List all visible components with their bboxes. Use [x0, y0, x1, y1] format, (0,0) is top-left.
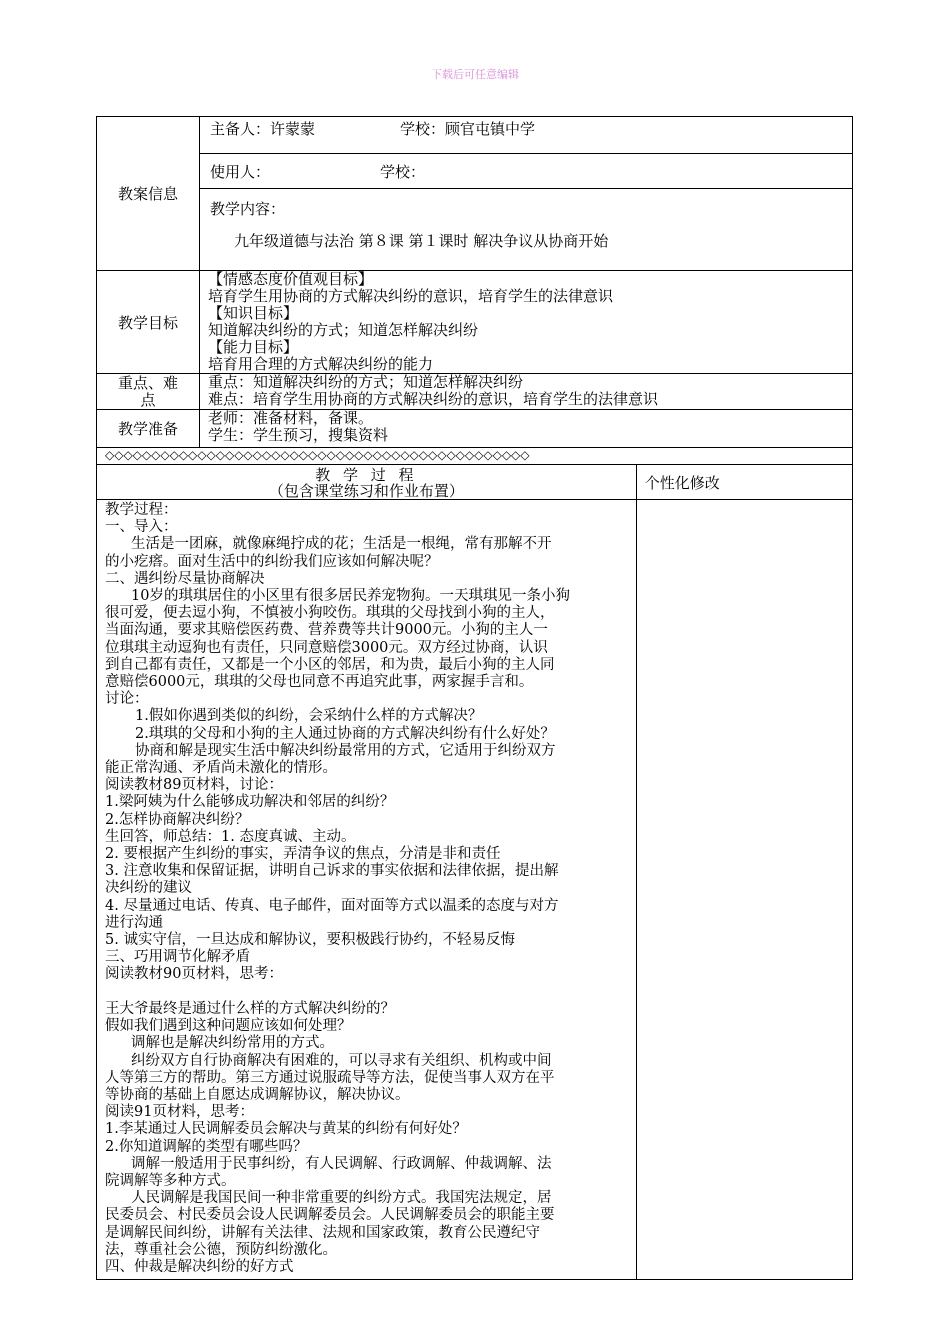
process-line: 协商和解是现实生活中解决纠纷最常用的方式，它适用于纠纷双方: [135, 742, 556, 759]
process-line: 意赔偿6000元，琪琪的父母也同意不再追究此事，两家握手言和。: [105, 674, 534, 691]
prep-line: 老师：准备材料，备课。: [207, 409, 373, 427]
content-row: [200, 189, 852, 270]
process-line: 1.梁阿姨为什么能够成功解决和邻居的纠纷？: [105, 794, 395, 811]
process-line: 1.李某通过人民调解委员会解决与黄某的纠纷有何好处？: [105, 1121, 467, 1138]
key-row: [97, 374, 853, 410]
process-line: 生回答，师总结：1. 态度真诚、主动。: [105, 828, 356, 845]
process-line: 民委员会、村民委员会设人民调解委员会。人民调解委员会的职能主要: [105, 1207, 555, 1224]
goals-line: 培育学生用协商的方式解决纠纷的意识，培育学生的法律意识: [207, 287, 613, 305]
user-row: [200, 154, 852, 189]
process-line: 调解一般适用于民事纠纷，有人民调解、行政调解、仲裁调解、法: [131, 1155, 552, 1172]
key-line: 重点：知道解决纠纷的方式；知道怎样解决纠纷: [207, 373, 523, 391]
process-header-row: [97, 465, 853, 500]
personal-header: 个性化修改: [636, 465, 852, 500]
process-line: 调解也是解决纠纷常用的方式。: [131, 1035, 334, 1052]
process-line: [105, 984, 630, 1001]
process-line: 2.怎样协商解决纠纷？: [105, 811, 250, 828]
key-content: [199, 374, 852, 410]
process-line: 阅读91页材料，思考：: [105, 1104, 254, 1121]
info-subtable: [200, 117, 852, 269]
process-line: 当面沟通，要求其赔偿医药费、营养费等共计9000元。小狗的主人一: [105, 622, 548, 639]
process-line: 法，尊重社会公德，预防纠纷激化。: [105, 1241, 337, 1258]
process-line: 进行沟通: [105, 914, 163, 931]
prep-label: 教学准备: [97, 410, 200, 448]
process-line: 三、巧用调节化解矛盾: [105, 949, 250, 966]
prep-content: [199, 410, 852, 448]
process-line: 院调解等多种方式。: [105, 1172, 236, 1189]
goals-line: 知道解决纠纷的方式；知道怎样解决纠纷: [207, 321, 478, 339]
process-subtitle: （包含课堂练习和作业布置）: [268, 482, 464, 500]
process-lines: [105, 502, 630, 1276]
process-line: 2.你知道调解的类型有哪些吗？: [105, 1138, 308, 1155]
preparer-row: [200, 117, 852, 154]
content-label: 教学内容：: [209, 200, 285, 218]
process-line: 人民调解是我国民间一种非常重要的纠纷方式。我国宪法规定，居: [131, 1190, 552, 1207]
process-line: 假如我们遇到这种问题应该如何处理？: [105, 1018, 352, 1035]
content-value: 九年级道德与法治 第８课 第１课时 解决争议从协商开始: [233, 232, 609, 250]
process-line: 10岁的琪琪居住的小区里有很多居民养宠物狗。一天琪琪见一条小狗: [131, 588, 570, 605]
key-line: 难点：培育学生用协商的方式解决纠纷的意识，培育学生的法律意识: [207, 390, 658, 408]
goals-line: 【知识目标】: [207, 304, 298, 322]
goals-label: 教学目标: [97, 271, 200, 374]
process-line: 二、遇纠纷尽量协商解决: [105, 570, 265, 587]
process-line: 能正常沟通、矛盾尚未激化的情形。: [105, 760, 337, 777]
process-line: 一、导入：: [105, 519, 178, 536]
process-line: 等协商的基础上自愿达成调解协议，解决协议。: [105, 1086, 410, 1103]
process-line: 2.琪琪的父母和小狗的主人通过协商的方式解决纠纷有什么好处？: [135, 725, 555, 742]
prep-row: [97, 410, 853, 448]
process-line: 4. 尽量通过电话、传真、电子邮件，面对面等方式以温柔的态度与对方: [105, 897, 559, 914]
key-label: [97, 374, 200, 410]
info-row: [97, 117, 853, 271]
process-content: [97, 500, 637, 1280]
divider: ◇◇◇◇◇◇◇◇◇◇◇◇◇◇◇◇◇◇◇◇◇◇◇◇◇◇◇◇◇◇◇◇◇◇◇◇◇◇◇◇◇◇◇◇◇◇: [97, 448, 853, 465]
prep-line: 学生：学生预习，搜集资料: [207, 426, 388, 444]
process-line: 阅读教材89页材料，讨论：: [105, 777, 283, 794]
process-title: 教 学 过 程: [315, 466, 418, 484]
process-line: 王大爷最终是通过什么样的方式解决纠纷的？: [105, 1000, 395, 1017]
process-line: 2. 要根据产生纠纷的事实，弄清争议的焦点，分清是非和责任: [105, 846, 501, 863]
process-line: 阅读教材90页材料，思考：: [105, 966, 283, 983]
goals-content: [199, 271, 852, 374]
process-line: 到自己都有责任，又都是一个小区的邻居，和为贵，最后小狗的主人同: [105, 656, 555, 673]
info-label: 教案信息: [97, 117, 200, 271]
process-line: 是调解民间纠纷，讲解有关法律、法规和国家政策，教育公民遵纪守: [105, 1224, 540, 1241]
process-line: 的小疙瘩。面对生活中的纠纷我们应该如何解决呢？: [105, 553, 439, 570]
lesson-plan-table: [96, 116, 853, 1280]
process-line: 3. 注意收集和保留证据，讲明自己诉求的事实依据和法律依据，提出解: [105, 863, 559, 880]
goals-line: 【能力目标】: [207, 338, 298, 356]
process-line: 教学过程：: [105, 502, 178, 518]
user: 使用人：: [209, 163, 270, 181]
process-line: 讨论：: [105, 691, 149, 708]
process-line: 位琪琪主动逗狗也有责任，只同意赔偿3000元。双方经过协商，认识: [105, 639, 548, 656]
personal-notes-cell: [636, 500, 852, 1280]
process-content-row: [97, 500, 853, 1280]
preparer: 主备人：许蒙蒙: [209, 120, 315, 138]
process-line: 四、仲裁是解决纠纷的好方式: [105, 1258, 294, 1275]
key-label-line: 重点、难: [117, 373, 178, 392]
process-line: 1.假如你遇到类似的纠纷，会采纳什么样的方式解决？: [135, 708, 483, 725]
process-line: 5. 诚实守信，一旦达成和解协议，要积极践行协约，不轻易反悔: [105, 932, 515, 949]
process-line: 很可爱，便去逗小狗，不慎被小狗咬伤。琪琪的父母找到小狗的主人，: [105, 605, 555, 622]
goals-line: 培育用合理的方式解决纠纷的能力: [207, 355, 433, 373]
process-line: 人等第三方的帮助。第三方通过说服疏导等方法，促使当事人双方在平: [105, 1069, 555, 1086]
goals-row: [97, 271, 853, 374]
process-line: 纠纷双方自行协商解决有困难的，可以寻求有关组织、机构或中间: [131, 1052, 552, 1069]
process-line: 生活是一团麻，就像麻绳拧成的花；生活是一根绳，常有那解不开: [131, 536, 552, 553]
watermark: 下载后可任意编辑: [431, 68, 519, 81]
key-label-line: 点: [140, 390, 156, 409]
process-line: 决纠纷的建议: [105, 880, 192, 897]
user-school: 学校：: [379, 163, 425, 181]
process-header: [97, 465, 637, 500]
divider-row: [97, 448, 853, 465]
goals-line: 【情感态度价值观目标】: [207, 270, 373, 288]
preparer-school: 学校：顾官屯镇中学: [399, 120, 535, 138]
